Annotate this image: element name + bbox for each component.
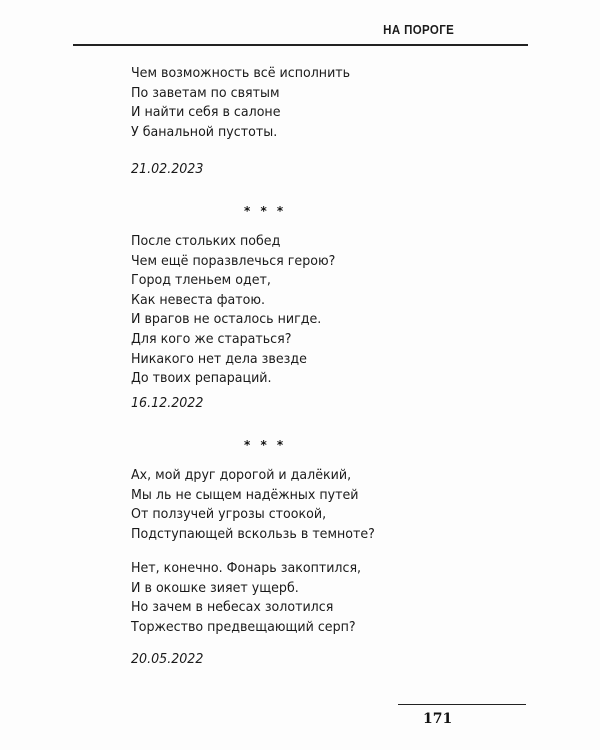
verse-line: Нет, конечно. Фонарь закоптился, bbox=[131, 560, 362, 576]
verse-line: Никакого нет дела звезде bbox=[131, 350, 307, 367]
verse-line: До твоих репараций. bbox=[131, 370, 272, 387]
verse-line: Чем возможность всё исполнить bbox=[131, 65, 351, 81]
stanza bbox=[131, 466, 393, 544]
verse-line: Как невеста фатою. bbox=[131, 291, 266, 308]
poem-date: 21.02.2023 bbox=[131, 161, 204, 177]
stanza bbox=[131, 232, 351, 389]
stanza bbox=[131, 559, 378, 637]
poem-date: 20.05.2022 bbox=[131, 651, 204, 667]
verse-line: От ползучей угрозы стоокой, bbox=[131, 506, 327, 523]
verse-line: По заветам по святым bbox=[131, 84, 280, 101]
running-head bbox=[73, 20, 528, 46]
page-number: 171 bbox=[423, 711, 453, 727]
verse-line: Подступающей вскользь в темноте? bbox=[131, 525, 375, 542]
stanza bbox=[131, 64, 367, 142]
verse-line: И найти себя в салоне bbox=[131, 104, 281, 121]
verse-line: Но зачем в небесах золотился bbox=[131, 599, 334, 616]
running-head-title: НА ПОРОГЕ bbox=[383, 23, 454, 37]
section-separator: * * * bbox=[244, 438, 287, 452]
poem-date: 16.12.2022 bbox=[131, 395, 204, 411]
verse-line: И врагов не осталось нигде. bbox=[131, 311, 322, 328]
verse-line: И в окошке зияет ущерб. bbox=[131, 579, 299, 596]
verse-line: Чем ещё поразвлечься герою? bbox=[131, 252, 336, 269]
verse-line: После стольких побед bbox=[131, 233, 281, 249]
verse-line: Мы ль не сыщем надёжных путей bbox=[131, 486, 359, 503]
verse-line: Для кого же стараться? bbox=[131, 330, 292, 347]
verse-line: У банальной пустоты. bbox=[131, 123, 278, 140]
section-separator: * * * bbox=[244, 204, 287, 218]
verse-line: Город тленьем одет, bbox=[131, 272, 271, 289]
verse-line: Ах, мой друг дорогой и далёкий, bbox=[131, 467, 352, 483]
footer-rule bbox=[398, 704, 526, 705]
verse-line: Торжество предвещающий серп? bbox=[131, 618, 356, 635]
